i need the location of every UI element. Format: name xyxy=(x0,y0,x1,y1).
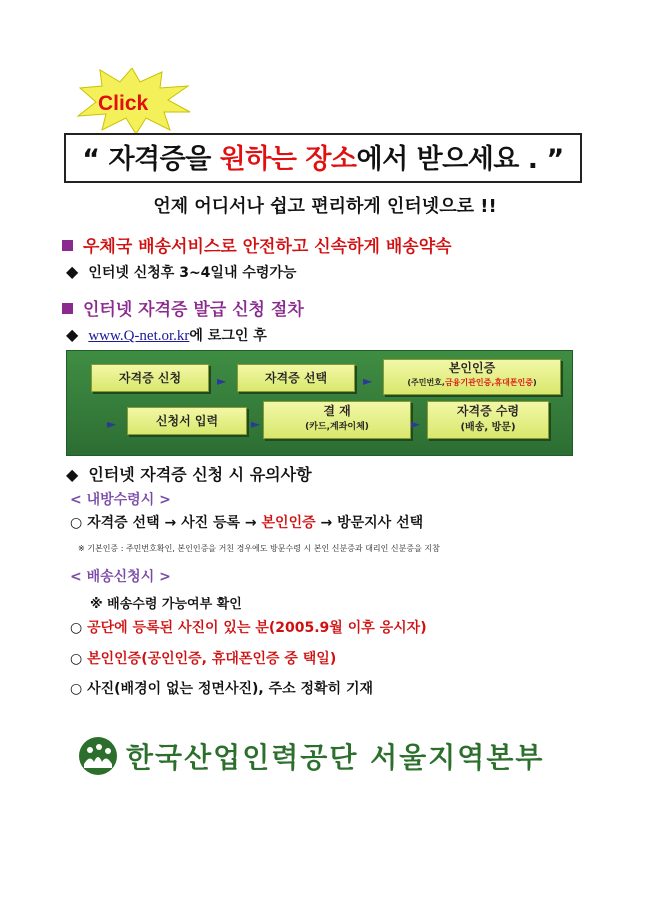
headline: “ 자격증을 원하는 장소에서 받으세요 . ” xyxy=(82,144,564,175)
subheading: 언제 어디서나 쉽고 편리하게 인터넷으로 !! xyxy=(153,196,497,217)
step-form: 신청서 입력 xyxy=(127,407,247,435)
notes-title: ◆ 인터넷 자격증 신청 시 유의사항 xyxy=(66,465,312,484)
delivery-check: ※ 배송수령 가능여부 확인 xyxy=(90,597,242,612)
step-verify: 본인인증 (주민번호,금융기관인증,휴대폰인증) xyxy=(383,359,561,395)
arrow-right-icon: ► xyxy=(411,417,421,431)
arrow-right-icon: ► xyxy=(107,417,117,431)
step-receive: 자격증 수령 (배송, 방문) xyxy=(427,401,549,439)
delivery-item: ○ 공단에 등록된 사진이 있는 분(2005.9월 이후 응시자) xyxy=(70,620,427,636)
step-payment: 결 재 (카드,계좌이체) xyxy=(263,401,411,439)
login-instruction: ◆ www.Q-net.or.kr에 로그인 후 xyxy=(66,325,267,344)
step-select: 자격증 선택 xyxy=(237,364,355,392)
section-procedure-title: 인터넷 자격증 발급 신청 절차 xyxy=(62,295,304,320)
arrow-right-icon: ► xyxy=(251,417,261,431)
section-delivery-title: 우체국 배송서비스로 안전하고 신속하게 배송약속 xyxy=(62,232,452,257)
delivery-item: ○ 본인인증(공인인증, 휴대폰인증 중 택일) xyxy=(70,651,337,667)
qnet-link[interactable]: www.Q-net.or.kr xyxy=(88,328,190,344)
square-bullet-icon xyxy=(62,240,73,251)
arrow-right-icon: ► xyxy=(363,374,373,388)
diamond-bullet-icon: ◆ xyxy=(66,325,79,344)
organization-name: 한국산업인력공단 서울지역본부 xyxy=(126,741,545,774)
visit-footnote: ※ 기본인증 : 주민번호확인, 본인인증을 거친 경우에도 방문수령 시 본인 신분증과 대리인 신분증을 지참 xyxy=(78,544,440,553)
visit-header: < 내방수령시 > xyxy=(70,492,171,508)
arrow-right-icon: ► xyxy=(217,374,227,388)
square-bullet-icon xyxy=(62,303,73,314)
process-flow xyxy=(66,350,573,456)
hrdk-logo-icon xyxy=(78,736,118,776)
visit-steps: ○ 자격증 선택 → 사진 등록 → 본인인증 → 방문지사 선택 xyxy=(70,515,424,531)
click-badge-label: Click xyxy=(98,92,149,115)
diamond-bullet-icon: ◆ xyxy=(66,465,79,484)
delivery-item: ○ 사진(배경이 없는 정면사진), 주소 정확히 기재 xyxy=(70,681,374,697)
delivery-header: < 배송신청시 > xyxy=(70,569,171,585)
step-apply: 자격증 신청 xyxy=(91,364,209,392)
diamond-bullet-icon: ◆ xyxy=(66,262,79,281)
delivery-info: ◆ 인터넷 신청후 3~4일내 수령가능 xyxy=(66,262,297,281)
